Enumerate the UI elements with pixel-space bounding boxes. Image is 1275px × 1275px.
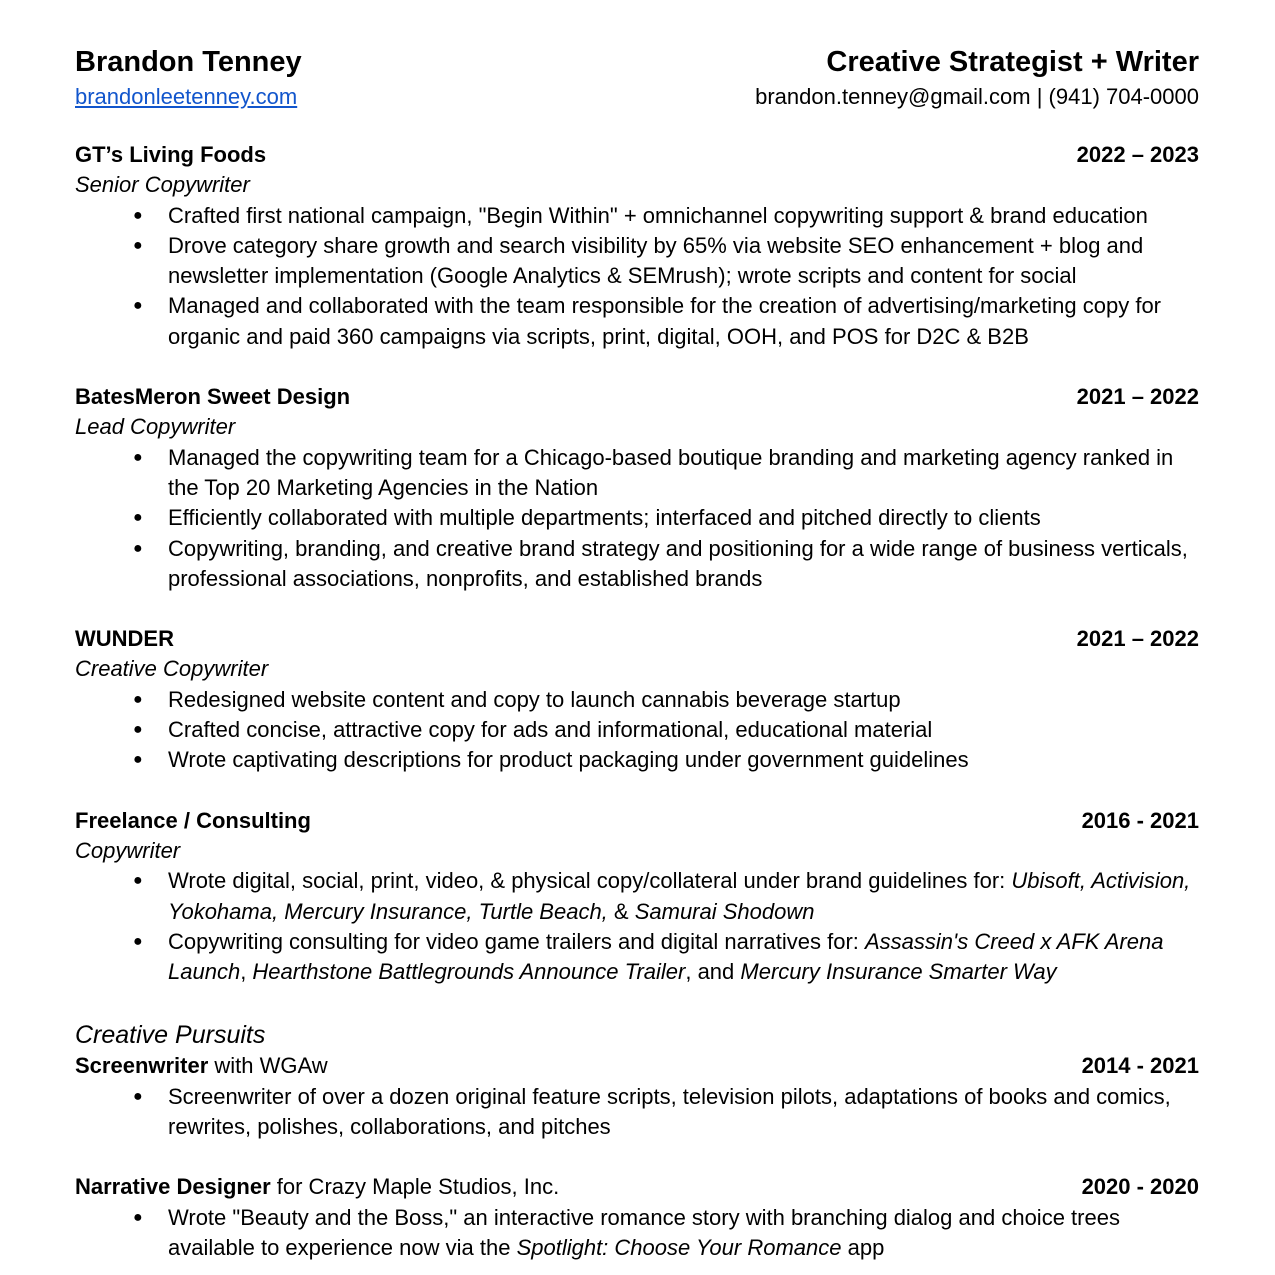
bullet-item: ● Crafted concise, attractive copy for ads and informational, educational material <box>75 715 1199 745</box>
job-entry <box>75 382 1199 594</box>
candidate-title: Creative Strategist + Writer <box>826 46 1199 78</box>
job-role: Lead Copywriter <box>75 414 236 440</box>
creative-org: for Crazy Maple Studios, Inc. <box>270 1174 560 1200</box>
job-entry <box>75 806 1199 988</box>
creative-dates: 2014 - 2021 <box>1081 1053 1199 1079</box>
bullet-item: ● Wrote captivating descriptions for product packaging under government guidelines <box>75 745 1199 775</box>
creative-role: Screenwriter <box>75 1053 209 1079</box>
section-title: Creative Pursuits <box>75 1021 266 1050</box>
creative-dates: 2020 - 2020 <box>1081 1174 1199 1200</box>
bullet-item: ● Drove category share growth and search visibility by 65% via website SEO enhancement + blog and newsletter implementation (Google Analytics & SEMrush); wrote scripts and content for social <box>75 231 1199 292</box>
bullet-item: ● Efficiently collaborated with multiple departments; interfaced and pitched directly to clients <box>75 503 1199 533</box>
bullet-item: ● Screenwriter of over a dozen original feature scripts, television pilots, adaptations of books and comics, rewrites, polishes, collaborations, and pitches <box>75 1082 1199 1143</box>
bullet-item: ● Managed the copywriting team for a Chicago-based boutique branding and marketing agency ranked in the Top 20 Marketing Agencies in the Nation <box>75 443 1199 504</box>
creative-role: Narrative Designer <box>75 1174 271 1200</box>
bullet-text: Copywriting consulting for video game trailers and digital narratives for: <box>168 928 865 954</box>
brand-name: Samurai Shodown <box>634 898 815 924</box>
job-dates: 2016 - 2021 <box>1081 807 1199 833</box>
candidate-name: Brandon Tenney <box>75 46 302 78</box>
creative-bullets <box>75 1203 1199 1264</box>
bullet-item: ● Copywriting, branding, and creative brand strategy and positioning for a wide range of business verticals, professional associations, nonprofits, and established brands <box>75 534 1199 595</box>
job-role: Senior Copywriter <box>75 172 250 198</box>
creative-entry <box>75 1051 1199 1142</box>
bullet-item: ● Crafted first national campaign, "Begin Within" + omnichannel copywriting support & brand education <box>75 201 1199 231</box>
creative-bullets <box>75 1082 1199 1143</box>
contact-row <box>75 80 1199 114</box>
bullet-item: ● Redesigned website content and copy to launch cannabis beverage startup <box>75 685 1199 715</box>
creative-entry <box>75 1172 1199 1263</box>
bullet-text: , and <box>685 959 741 985</box>
job-bullets <box>75 866 1199 987</box>
job-entry <box>75 140 1199 352</box>
app-name: Spotlight: Choose Your Romance <box>516 1234 842 1260</box>
bullet-item <box>75 866 1199 927</box>
job-dates: 2021 – 2022 <box>1076 626 1199 652</box>
bullet-text: , <box>240 959 253 985</box>
bullet-item <box>75 1203 1199 1264</box>
bullet-text: app <box>841 1234 885 1260</box>
contact-info: brandon.tenney@gmail.com | (941) 704-0000 <box>755 84 1199 109</box>
job-role: Creative Copywriter <box>75 656 269 682</box>
brand-list: Ubisoft, Activision, Yokohama, Mercury Insurance, Turtle Beach, <box>168 868 1191 924</box>
resume-page <box>75 44 1199 1263</box>
project-title: Hearthstone Battlegrounds Announce Trailer <box>252 959 686 985</box>
job-entry <box>75 624 1199 775</box>
job-role: Copywriter <box>75 837 181 863</box>
bullet-text: & <box>607 898 635 924</box>
project-title: Mercury Insurance Smarter Way <box>740 959 1057 985</box>
job-bullets <box>75 443 1199 594</box>
company-name: WUNDER <box>75 626 174 652</box>
company-name: GT’s Living Foods <box>75 142 267 167</box>
bullet-text: Wrote "Beauty and the Boss," an interactive romance story with branching dialog and choice trees available to experience now via the <box>168 1204 1120 1260</box>
job-dates: 2021 – 2022 <box>1076 384 1199 410</box>
bullet-item <box>75 927 1199 988</box>
resume-header <box>75 44 1199 80</box>
creative-org: with WGAw <box>208 1053 328 1079</box>
job-bullets <box>75 201 1199 352</box>
company-name: BatesMeron Sweet Design <box>75 384 351 410</box>
job-bullets <box>75 685 1199 776</box>
bullet-text: Wrote digital, social, print, video, & physical copy/collateral under brand guidelines for: <box>168 868 1012 894</box>
project-title: Assassin's Creed x AFK Arena Launch <box>168 928 1164 985</box>
company-name: Freelance / Consulting <box>75 807 311 833</box>
job-dates: 2022 – 2023 <box>1076 142 1199 167</box>
website-link[interactable]: brandonleetenney.com <box>75 84 298 109</box>
bullet-item: ● Managed and collaborated with the team responsible for the creation of advertising/marketing copy for organic and paid 360 campaigns via scripts, print, digital, OOH, and POS for D2C & B2B <box>75 291 1199 352</box>
